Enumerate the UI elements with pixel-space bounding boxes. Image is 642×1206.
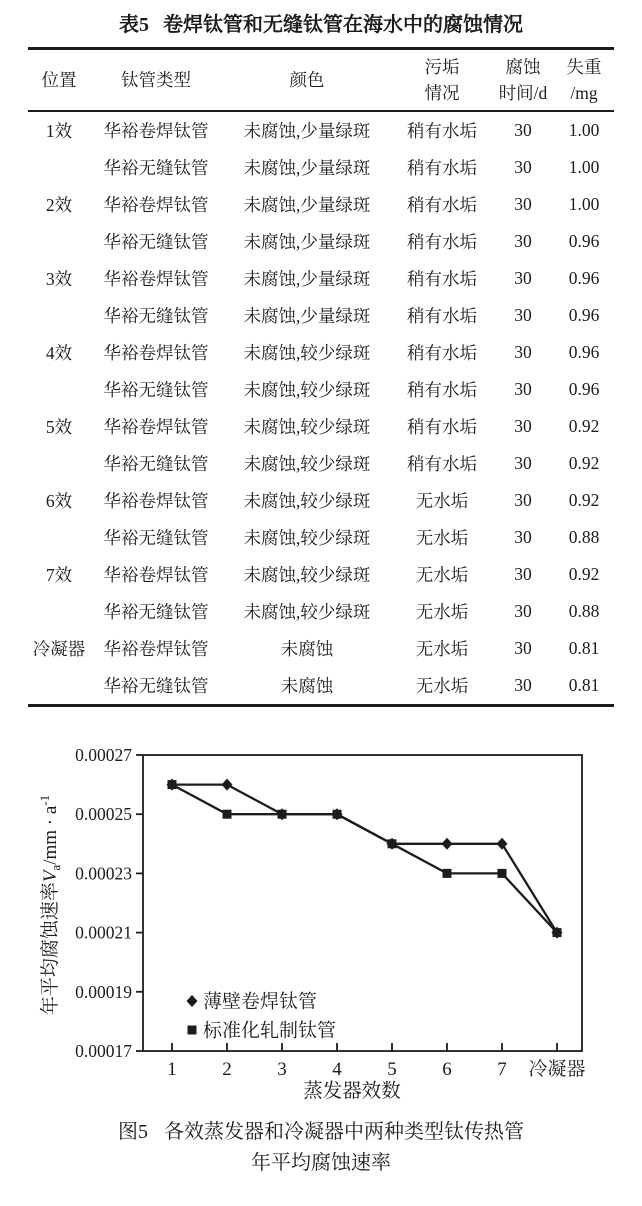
cell-tube-type: 华裕卷焊钛管 (103, 269, 209, 289)
legend-label-1: 标准化轧制钛管 (203, 1020, 337, 1042)
y-tick-label: 0.00027 (75, 745, 132, 765)
x-axis-label: 蒸发器效数 (303, 1081, 401, 1102)
cell-corrosion-time: 30 (514, 490, 532, 510)
corrosion-rate-chart (0, 733, 642, 1111)
col-tube-type-line1: 钛管类型 (121, 70, 191, 90)
series-0-marker (442, 838, 453, 850)
cell-color: 未腐蚀,较少绿斑 (243, 528, 371, 548)
col-corrosion-time (492, 49, 554, 112)
legend-marker-diamond (187, 995, 198, 1007)
x-tick-label: 5 (387, 1059, 397, 1080)
cell-fouling: 稍有水垢 (407, 380, 477, 400)
cell-position (28, 149, 90, 186)
y-tick-label: 0.00021 (75, 922, 132, 943)
table-row (28, 667, 614, 706)
col-position-line1: 位置 (41, 70, 77, 90)
cell-tube-type: 华裕卷焊钛管 (103, 565, 209, 585)
cell-color: 未腐蚀,少量绿斑 (243, 158, 371, 178)
cell-corrosion-time: 30 (514, 157, 532, 177)
x-tick-label: 2 (222, 1059, 232, 1080)
table-row (28, 445, 614, 482)
cell-corrosion-time: 30 (514, 231, 532, 251)
cell-tube-type: 华裕卷焊钛管 (103, 639, 209, 659)
y-axis-label: 年平均腐蚀速率$V_a/mm \cdot a^{-1}$ (37, 794, 63, 1016)
y-tick-label: 0.00025 (75, 804, 132, 825)
cell-position: 1效 (45, 121, 73, 141)
figure-caption-line2: 年平均腐蚀速率 (251, 1152, 391, 1174)
cell-position (28, 519, 90, 556)
cell-weight-loss: 0.92 (568, 564, 600, 584)
cell-fouling: 稍有水垢 (407, 454, 477, 474)
y-tick-label: 0.00023 (75, 863, 132, 884)
col-fouling (392, 49, 492, 112)
table-row (28, 334, 614, 371)
cell-position (28, 445, 90, 482)
cell-corrosion-time: 30 (514, 453, 532, 473)
cell-color: 未腐蚀,较少绿斑 (243, 491, 371, 511)
cell-position: 3效 (45, 269, 73, 289)
cell-weight-loss: 0.81 (568, 638, 600, 658)
table-number: 表5 (119, 14, 149, 36)
x-tick-label: 冷凝器 (528, 1059, 586, 1080)
cell-tube-type: 华裕无缝钛管 (103, 528, 209, 548)
cell-position: 4效 (45, 343, 73, 363)
cell-fouling: 无水垢 (415, 491, 469, 511)
legend-label-0: 薄壁卷焊钛管 (203, 991, 318, 1013)
cell-tube-type: 华裕无缝钛管 (103, 232, 209, 252)
cell-weight-loss: 1.00 (568, 120, 600, 140)
cell-fouling: 无水垢 (415, 639, 469, 659)
cell-color: 未腐蚀,较少绿斑 (243, 380, 371, 400)
col-fouling-line2: 情况 (424, 83, 460, 103)
table-row (28, 297, 614, 334)
table-row (28, 186, 614, 223)
x-tick-label: 1 (167, 1059, 177, 1080)
col-weight-loss-line2: /mg (570, 83, 598, 103)
table-row (28, 371, 614, 408)
cell-tube-type: 华裕卷焊钛管 (103, 491, 209, 511)
cell-corrosion-time: 30 (514, 564, 532, 584)
col-corrosion-time-line2: 时间/d (498, 83, 548, 103)
cell-position (28, 667, 90, 706)
cell-weight-loss: 0.81 (568, 675, 600, 695)
series-0-marker (222, 779, 233, 791)
cell-position (28, 223, 90, 260)
cell-corrosion-time: 30 (514, 601, 532, 621)
cell-position (28, 297, 90, 334)
cell-color: 未腐蚀,少量绿斑 (243, 232, 371, 252)
col-tube-type (90, 49, 222, 112)
figure-number: 图5 (118, 1121, 148, 1143)
cell-position: 7效 (45, 565, 73, 585)
cell-weight-loss: 0.96 (568, 231, 600, 251)
col-weight-loss (554, 49, 614, 112)
cell-weight-loss: 0.96 (568, 379, 600, 399)
cell-fouling: 无水垢 (415, 602, 469, 622)
cell-corrosion-time: 30 (514, 638, 532, 658)
cell-corrosion-time: 30 (514, 379, 532, 399)
cell-tube-type: 华裕无缝钛管 (103, 454, 209, 474)
col-weight-loss-line1: 失重 (566, 57, 602, 77)
cell-fouling: 稍有水垢 (407, 232, 477, 252)
cell-color: 未腐蚀,较少绿斑 (243, 454, 371, 474)
cell-color: 未腐蚀,少量绿斑 (243, 121, 371, 141)
cell-position: 6效 (45, 491, 73, 511)
series-line-1 (172, 785, 557, 933)
table-row (28, 482, 614, 519)
cell-weight-loss: 0.96 (568, 305, 600, 325)
cell-tube-type: 华裕无缝钛管 (103, 380, 209, 400)
cell-color: 未腐蚀,较少绿斑 (243, 565, 371, 585)
table-row (28, 593, 614, 630)
cell-fouling: 稍有水垢 (407, 195, 477, 215)
cell-tube-type: 华裕无缝钛管 (103, 306, 209, 326)
cell-fouling: 稍有水垢 (407, 158, 477, 178)
cell-corrosion-time: 30 (514, 120, 532, 140)
table-row (28, 260, 614, 297)
x-tick-label: 4 (332, 1059, 342, 1080)
cell-corrosion-time: 30 (514, 305, 532, 325)
cell-tube-type: 华裕卷焊钛管 (103, 195, 209, 215)
cell-weight-loss: 0.92 (568, 416, 600, 436)
cell-weight-loss: 0.92 (568, 490, 600, 510)
figure-caption (0, 1117, 642, 1179)
cell-fouling: 稍有水垢 (407, 269, 477, 289)
x-tick-label: 7 (497, 1059, 507, 1080)
y-tick-label: 0.00019 (75, 981, 132, 1002)
cell-position: 冷凝器 (32, 639, 86, 659)
cell-weight-loss: 1.00 (568, 157, 600, 177)
cell-color: 未腐蚀,较少绿斑 (243, 602, 371, 622)
cell-fouling: 无水垢 (415, 676, 469, 696)
col-position (28, 49, 90, 112)
cell-tube-type: 华裕无缝钛管 (103, 158, 209, 178)
cell-color: 未腐蚀 (280, 639, 334, 659)
cell-color: 未腐蚀,少量绿斑 (243, 269, 371, 289)
cell-weight-loss: 0.88 (568, 601, 600, 621)
legend-marker-square (188, 1026, 197, 1035)
series-line-0 (172, 785, 557, 933)
cell-position (28, 371, 90, 408)
cell-tube-type: 华裕无缝钛管 (103, 602, 209, 622)
table-row (28, 556, 614, 593)
series-1-marker (223, 810, 232, 819)
cell-corrosion-time: 30 (514, 527, 532, 547)
cell-color: 未腐蚀,较少绿斑 (243, 417, 371, 437)
cell-position (28, 593, 90, 630)
table-row (28, 149, 614, 186)
cell-corrosion-time: 30 (514, 675, 532, 695)
cell-tube-type: 华裕卷焊钛管 (103, 417, 209, 437)
figure-caption-line1: 各效蒸发器和冷凝器中两种类型钛传热管 (164, 1121, 524, 1143)
cell-weight-loss: 1.00 (568, 194, 600, 214)
y-tick-label: 0.00017 (75, 1041, 132, 1061)
table-row (28, 408, 614, 445)
cell-color: 未腐蚀 (280, 676, 334, 696)
cell-fouling: 无水垢 (415, 565, 469, 585)
table-row (28, 111, 614, 149)
cell-weight-loss: 0.92 (568, 453, 600, 473)
cell-color: 未腐蚀,少量绿斑 (243, 306, 371, 326)
col-corrosion-time-line1: 腐蚀 (505, 57, 541, 77)
cell-tube-type: 华裕卷焊钛管 (103, 343, 209, 363)
table-row (28, 223, 614, 260)
col-color (222, 49, 392, 112)
col-color-line1: 颜色 (289, 70, 325, 90)
cell-weight-loss: 0.96 (568, 268, 600, 288)
x-tick-label: 6 (442, 1059, 452, 1080)
cell-tube-type: 华裕无缝钛管 (103, 676, 209, 696)
col-fouling-line1: 污垢 (424, 57, 460, 77)
cell-fouling: 稍有水垢 (407, 306, 477, 326)
series-1-marker (498, 869, 507, 878)
table-row (28, 519, 614, 556)
cell-corrosion-time: 30 (514, 416, 532, 436)
cell-fouling: 稍有水垢 (407, 121, 477, 141)
cell-position: 2效 (45, 195, 73, 215)
cell-position: 5效 (45, 417, 73, 437)
cell-corrosion-time: 30 (514, 268, 532, 288)
table-header-row (28, 49, 614, 112)
cell-weight-loss: 0.96 (568, 342, 600, 362)
cell-corrosion-time: 30 (514, 342, 532, 362)
cell-color: 未腐蚀,较少绿斑 (243, 343, 371, 363)
cell-fouling: 稍有水垢 (407, 343, 477, 363)
x-tick-label: 3 (277, 1059, 287, 1080)
series-1-marker (443, 869, 452, 878)
figure-caption-line1-wrap (0, 1117, 642, 1148)
table-row (28, 630, 614, 667)
cell-tube-type: 华裕卷焊钛管 (103, 121, 209, 141)
cell-weight-loss: 0.88 (568, 527, 600, 547)
cell-fouling: 无水垢 (415, 528, 469, 548)
table-title (0, 12, 642, 38)
cell-fouling: 稍有水垢 (407, 417, 477, 437)
corrosion-table (28, 47, 614, 707)
cell-color: 未腐蚀,少量绿斑 (243, 195, 371, 215)
cell-corrosion-time: 30 (514, 194, 532, 214)
table-title-text: 卷焊钛管和无缝钛管在海水中的腐蚀情况 (163, 14, 523, 36)
